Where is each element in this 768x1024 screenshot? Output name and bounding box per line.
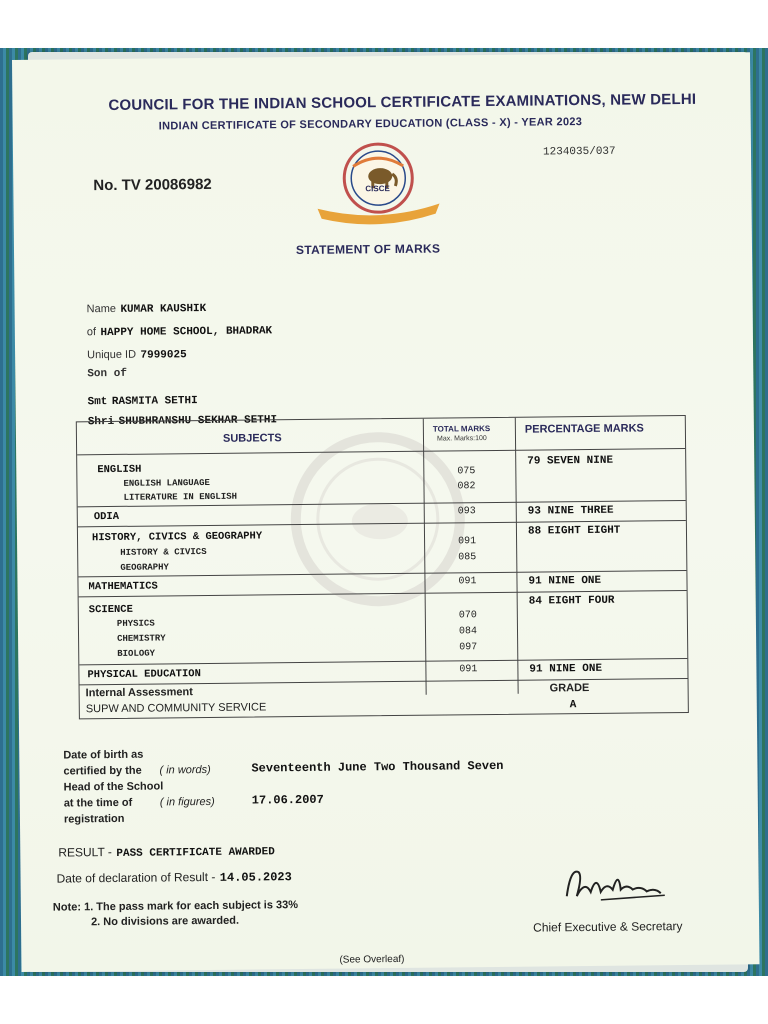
dob-label-3: Head of the School <box>63 780 164 794</box>
mark-value: 091 <box>459 664 478 676</box>
declaration-label: Date of declaration of Result - <box>56 869 216 886</box>
mark-value: 091 <box>458 576 477 588</box>
grade-label: GRADE <box>549 681 590 695</box>
exam-subheading: INDIAN CERTIFICATE OF SECONDARY EDUCATION (CLASS - X) - YEAR 2023 <box>158 116 583 133</box>
dob-label-2: certified by the <box>63 764 142 778</box>
col-header-subjects: SUBJECTS <box>222 432 282 445</box>
subject-odia: ODIA <box>93 510 120 524</box>
name-line <box>87 298 207 317</box>
dob-label-1: Date of birth as <box>63 748 144 762</box>
mark-value: 082 <box>457 481 476 493</box>
mark-value: 085 <box>458 552 477 564</box>
marks-table <box>76 415 689 719</box>
council-heading: COUNCIL FOR THE INDIAN SCHOOL CERTIFICATE EXAMINATIONS, NEW DELHI <box>108 90 697 114</box>
uid-label: Unique ID <box>87 348 137 362</box>
school-line <box>87 320 272 340</box>
col-header-total-sub: Max. Marks:100 <box>436 435 487 443</box>
subject-science: SCIENCE <box>88 603 133 617</box>
result-value: PASS CERTIFICATE AWARDED <box>116 846 275 860</box>
percent-value: 91 NINE ONE <box>528 574 602 588</box>
col-header-total: TOTAL MARKS <box>432 424 491 434</box>
in-words-label: ( in words) <box>159 763 211 777</box>
internal-assessment-label: Internal Assessment <box>85 686 193 700</box>
percent-value: 93 NINE THREE <box>527 504 614 518</box>
result-label: RESULT - <box>58 844 112 860</box>
son-of-label: Son of <box>87 367 127 381</box>
percent-value: 79 SEVEN NINE <box>527 454 614 468</box>
signatory-title: Chief Executive & Secretary <box>533 919 683 935</box>
unique-id: 7999025 <box>140 349 187 362</box>
mark-value: 093 <box>457 506 476 518</box>
percent-value: 91 NINE ONE <box>529 662 603 676</box>
logo-text: CISCE <box>365 184 390 194</box>
mother-name: RASMITA SETHI <box>111 395 198 408</box>
mother-line <box>87 390 197 409</box>
subject-part: GEOGRAPHY <box>120 562 169 573</box>
declaration-line <box>56 867 291 887</box>
name-label: Name <box>86 302 117 316</box>
father-name: SHUBHRANSHU SEKHAR SETHI <box>118 414 278 428</box>
mark-value: 084 <box>458 626 478 638</box>
subject-part: HISTORY & CIVICS <box>120 546 207 558</box>
percent-value: 88 EIGHT EIGHT <box>527 524 621 538</box>
dob-label-5: registration <box>63 812 125 826</box>
mark-value: 070 <box>458 610 477 622</box>
subject-history: HISTORY, CIVICS & GEOGRAPHY <box>91 530 263 545</box>
supw-label: SUPW AND COMMUNITY SERVICE <box>85 701 267 716</box>
col-divider <box>515 418 519 694</box>
mother-label: Smt <box>87 396 108 409</box>
cisce-logo <box>303 141 454 233</box>
signature-scrawl <box>560 861 671 914</box>
certificate-number: No. TV 20086982 <box>93 175 212 195</box>
dob-label-4: at the time of <box>63 796 133 810</box>
dob-in-words: Seventeenth June Two Thousand Seven <box>251 758 504 776</box>
subject-mathematics: MATHEMATICS <box>88 580 158 594</box>
in-figures-label: ( in figures) <box>159 795 215 809</box>
uid-line <box>87 344 187 363</box>
watermark-emblem <box>287 428 469 610</box>
mark-value: 091 <box>458 536 477 548</box>
serial-number: 1234035/037 <box>542 145 616 159</box>
dob-in-figures: 17.06.2007 <box>251 792 324 808</box>
subject-part: BIOLOGY <box>117 648 156 659</box>
see-overleaf: (See Overleaf) <box>339 953 405 966</box>
percent-value: 84 EIGHT FOUR <box>528 594 615 608</box>
subject-part: PHYSICS <box>116 618 155 629</box>
mark-value: 075 <box>457 466 476 478</box>
father-label: Shri <box>87 415 115 429</box>
subject-english: ENGLISH <box>97 463 142 477</box>
subject-part: ENGLISH LANGUAGE <box>123 477 210 489</box>
note-2: 2. No divisions are awarded. <box>90 914 240 929</box>
candidate-name: KUMAR KAUSHIK <box>120 302 207 316</box>
signature-image <box>560 861 670 906</box>
school-label: of <box>86 326 97 339</box>
subject-physical-education: PHYSICAL EDUCATION <box>87 668 201 682</box>
statement-title: STATEMENT OF MARKS <box>295 241 441 258</box>
note-1: Note: 1. The pass mark for each subject is 33% <box>52 899 299 914</box>
subject-part: CHEMISTRY <box>117 633 166 644</box>
mark-value: 097 <box>459 642 478 654</box>
col-header-percent: PERCENTAGE MARKS <box>524 422 644 436</box>
result-line <box>58 841 275 861</box>
subject-part: LITERATURE IN ENGLISH <box>123 491 238 503</box>
certificate-page <box>12 52 760 972</box>
school-name: HAPPY HOME SCHOOL, BHADRAK <box>100 325 273 340</box>
grade-value: A <box>569 699 577 712</box>
declaration-date: 14.05.2023 <box>219 870 292 885</box>
